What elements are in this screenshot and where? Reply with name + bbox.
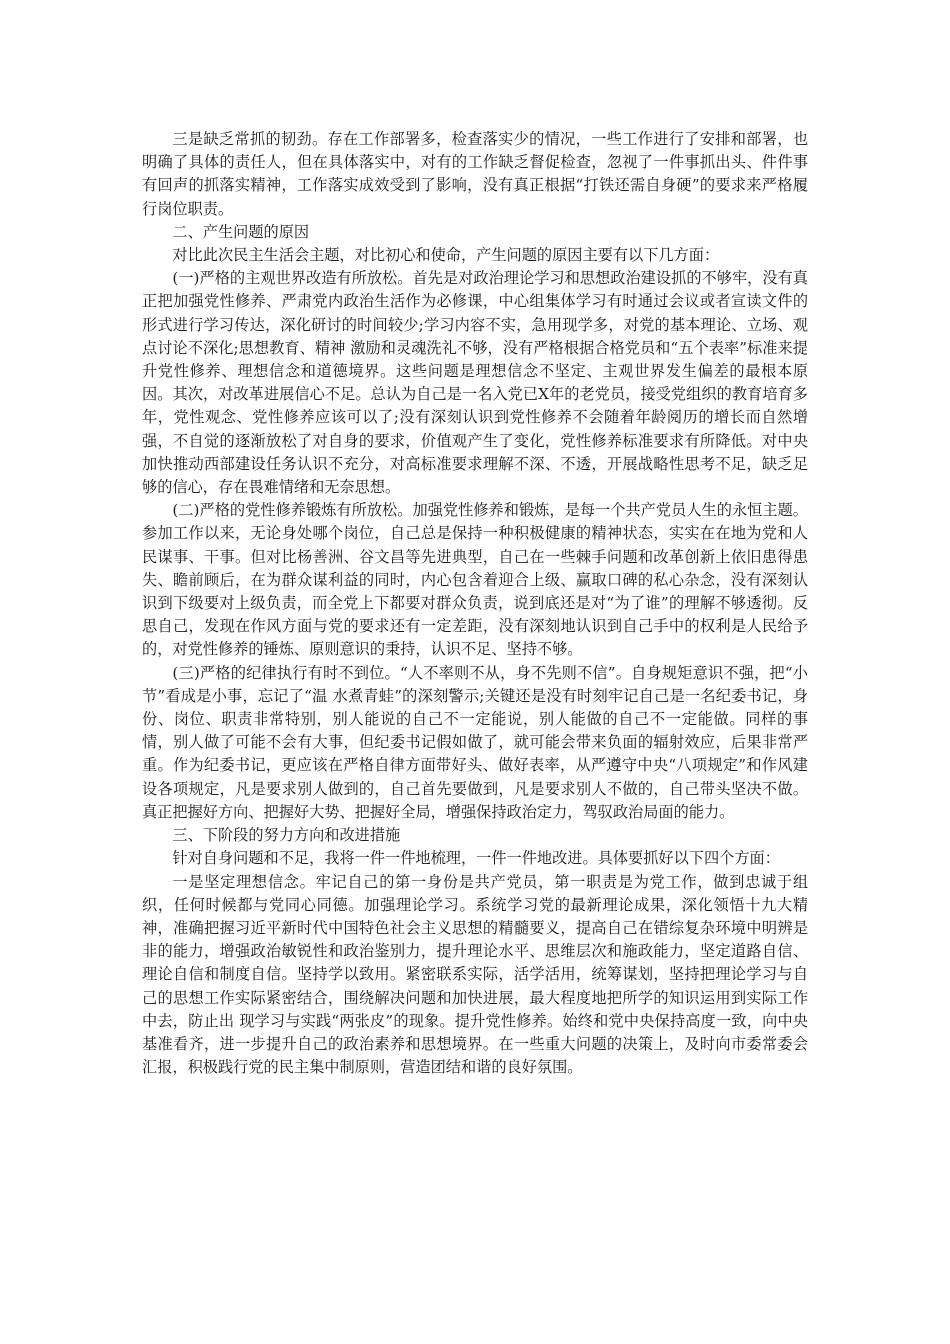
paragraph-causes-intro: 对比此次民主生活会主题，对比初心和使命，产生问题的原因主要有以下几方面： — [172, 246, 720, 265]
paragraph-cause-3: (三)严格的纪律执行有时不到位。“人不率则不从，身不先则不信”。自身规矩意识不强，把“小节”看成是小事，忘记了“温 水煮青蛙”的深刻警示;关键还是没有时刻牢记自己是一名纪委书记，身份、岗位、职责非常特别，别人能说的自己不一定能说，别人能做的自己不一定能做。同样的事情，别人做了可能不会有大事，但纪委书记假如做了，就可能会带来负面的辐射效应，后果非常严重。作为纪委书记，更应该在严格自律方面带好头、做好表率，从严遵守中央“八项规定”和作风建设各项规定，凡是要求别人做到的，自己首先要做到，凡是要求别人不做的，自己带头坚决不做。真正把握好方向、把握好大势、把握好全局，增强保持政治定力，驾驭政治局面的能力。 — [142, 663, 808, 821]
paragraph-lack-persistence: 三是缺乏常抓的韧劲。存在工作部署多，检查落实少的情况，一些工作进行了安排和部署，也明确了具体的责任人，但在具体落实中，对有的工作缺乏督促检查，忽视了一件事抓出头、件件事有回声的抓落实精神，工作落实成效受到了影响，没有真正根据“打铁还需自身硬”的要求来严格履行岗位职责。 — [142, 130, 808, 218]
section-heading-causes: 二、产生问题的原因 — [172, 222, 310, 241]
paragraph-measures-intro: 针对自身问题和不足，我将一件一件地梳理，一件一件地改进。具体要抓好以下四个方面： — [172, 849, 780, 868]
section-heading-measures: 三、下阶段的努力方向和改进措施 — [172, 826, 401, 845]
document-body — [142, 128, 808, 1079]
paragraph-cause-1: (一)严格的主观世界改造有所放松。首先是对政治理论学习和思想政治建设抓的不够牢，没有真正把加强党性修养、严肃党内政治生活作为必修课，中心组集体学习有时通过会议或者宣读文件的形式进行学习传达，深化研讨的时间较少;学习内容不实，急用现学多，对党的基本理论、立场、观点讨论不深化;思想教育、精神 激励和灵魂洗礼不够，没有严格根据合格党员和“五个表率”标准来提升党性修养、理想信念和道德境界。这些问题是理想信念不坚定、主观世界发生偏差的最根本原因。其次，对改革进展信心不足。总认为自己是一名入党已X年的老党员，接受党组织的教育培育多年，党性观念、党性修养应该可以了;没有深刻认识到党性修养不会随着年龄阅历的增长而自然增强，不自觉的逐渐放松了对自身的要求，价值观产生了变化，党性修养标准要求有所降低。对中央加快推动西部建设任务认识不充分，对高标准要求理解不深、不透，开展战略性思考不足，缺乏足够的信心，存在畏难情绪和无奈思想。 — [142, 269, 808, 497]
paragraph-cause-2: (二)严格的党性修养锻炼有所放松。加强党性修养和锻炼，是每一个共产党员人生的永恒主题。参加工作以来，无论身处哪个岗位，自己总是保持一种积极健康的精神状态，实实在在地为党和人民谋事、干事。但对比杨善洲、谷文昌等先进典型，自己在一些棘手问题和改革创新上依旧患得患失、瞻前顾后，在为群众谋利益的同时，内心包含着迎合上级、赢取口碑的私心杂念，没有深刻认识到下级要对上级负责，而全党上下都要对群众负责，说到底还是对“为了谁”的理解不够透彻。反思自己，发现在作风方面与党的要求还有一定差距，没有深刻地认识到自己手中的权利是人民给予的，对党性修养的锤炼、原则意识的秉持，认识不足、坚持不够。 — [142, 501, 808, 659]
paragraph-measure-1: 一是坚定理想信念。牢记自己的第一身份是共产党员，第一职责是为党工作，做到忠诚于组织，任何时候都与党同心同德。加强理论学习。系统学习党的最新理论成果，深化领悟十九大精神，准确把握习近平新时代中国特色社会主义思想的精髓要义，提高自己在错综复杂环境中明辨是非的能力，增强政治敏锐性和政治鉴别力，提升理论水平、思维层次和施政能力，坚定道路自信、理论自信和制度自信。坚持学以致用。紧密联系实际，活学活用，统筹谋划，坚持把理论学习与自己的思想工作实际紧密结合，围绕解决问题和加快进展，最大程度地把所学的知识运用到实际工作中去，防止出 现学习与实践“两张皮”的现象。提升党性修养。始终和党中央保持高度一致，向中央基准看齐，进一步提升自己的政治素养和思想境界。在一些重大问题的决策上，及时向市委常委会汇报，积极践行党的民主集中制原则，营造团结和谐的良好氛围。 — [142, 872, 808, 1077]
